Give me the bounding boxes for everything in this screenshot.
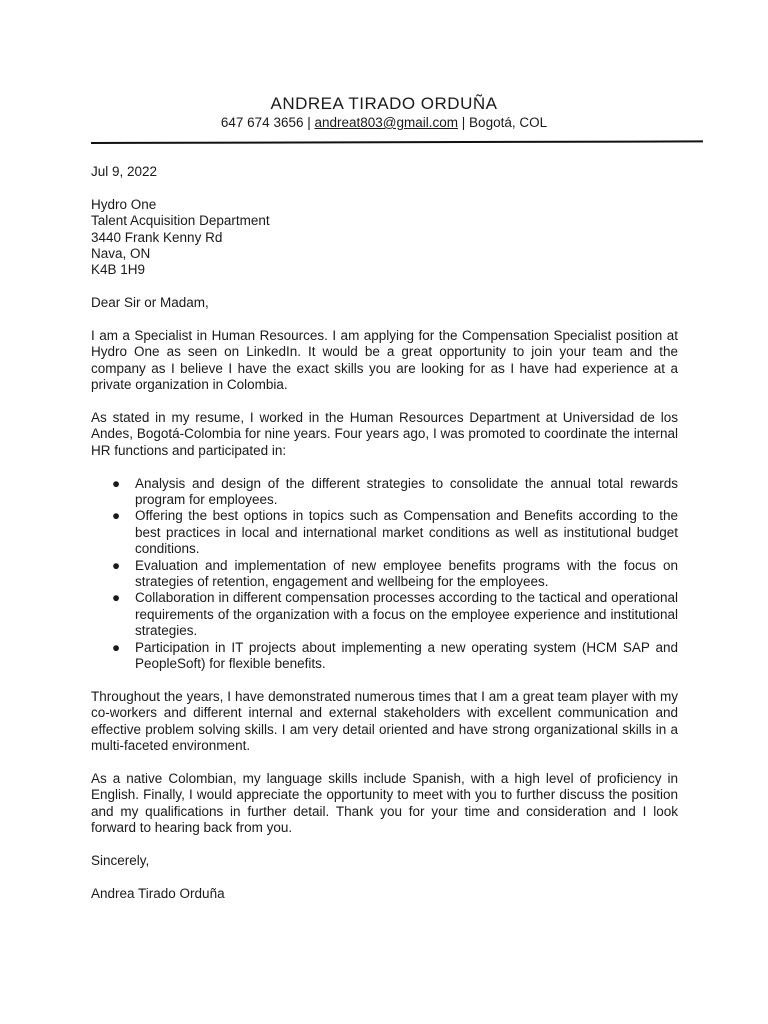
bullet-icon: ● — [112, 557, 121, 573]
letter-date: Jul 9, 2022 — [91, 164, 158, 179]
list-item — [91, 590, 678, 639]
letter-body — [91, 164, 678, 902]
salutation: Dear Sir or Madam, — [91, 295, 209, 311]
recipient-city: Nava, ON — [91, 246, 151, 262]
list-item — [91, 476, 678, 509]
recipient-address — [91, 197, 678, 279]
phone-number: 647 674 3656 | — [220, 115, 311, 130]
signature-name: Andrea Tirado Orduña — [91, 885, 225, 901]
list-item — [91, 640, 678, 673]
list-item — [91, 508, 678, 557]
contact-line — [0, 115, 768, 130]
recipient-postal: K4B 1H9 — [91, 262, 146, 278]
bullet-icon: ● — [112, 639, 121, 655]
list-item-text: Analysis and design of the different strategies to consolidate the annual total rewards program for employees. — [135, 475, 678, 508]
responsibilities-list — [91, 476, 678, 673]
bullet-icon: ● — [112, 475, 121, 491]
bullet-icon: ● — [112, 590, 121, 606]
list-item-text: Collaboration in different compensation processes according to the tactical and operational requirements of the organization with a focus on the employee experience and institutional strategies. — [135, 590, 678, 639]
paragraph-teamwork: Throughout the years, I have demonstrated numerous times that I am a great team player with my co-workers and different internal and external stakeholders with excellent communication and effective problem solving skills. I am very detail oriented and have strong organizational skills in a multi-faceted environment. — [91, 688, 678, 754]
bullet-icon: ● — [112, 508, 121, 524]
recipient-street: 3440 Frank Kenny Rd — [91, 229, 223, 245]
signoff: Sincerely, — [91, 852, 150, 868]
location: | Bogotá, COL — [461, 115, 548, 130]
recipient-department: Talent Acquisition Department — [91, 213, 270, 229]
list-item-text: Offering the best options in topics such as Compensation and Benefits according to the best practices in local and international market conditions as well as institutional budget conditions. — [135, 508, 678, 557]
paragraph-experience: As stated in my resume, I worked in the Human Resources Department at Universidad de los Andes, Bogotá-Colombia for nine years. Four years ago, I was promoted to coordinate the internal HR functions and participated in: — [91, 410, 678, 458]
paragraph-intro: I am a Specialist in Human Resources. I am applying for the Compensation Specialist position at Hydro One as seen on LinkedIn. It would be a great opportunity to join your team and the company as I believe I have the exact skills you are looking for as I have had experience at a private organization in Colombia. — [91, 328, 678, 393]
email-link[interactable]: andreat803@gmail.com — [314, 115, 459, 130]
applicant-name: ANDREA TIRADO ORDUÑA — [270, 94, 498, 113]
header-divider — [91, 140, 703, 144]
recipient-company: Hydro One — [91, 196, 157, 212]
list-item-text: Participation in IT projects about implementing a new operating system (HCM SAP and PeopleSoft) for flexible benefits. — [135, 639, 678, 672]
paragraph-closing: As a native Colombian, my language skills include Spanish, with a high level of proficiency in English. Finally, I would appreciate the opportunity to meet with you to further discuss the position and my qualifications in further detail. Thank you for your time and consideration and I look forward to hearing back from you. — [91, 770, 678, 836]
list-item-text: Evaluation and implementation of new employee benefits programs with the focus on strategies of retention, engagement and wellbeing for the employees. — [135, 557, 678, 590]
list-item — [91, 558, 678, 591]
